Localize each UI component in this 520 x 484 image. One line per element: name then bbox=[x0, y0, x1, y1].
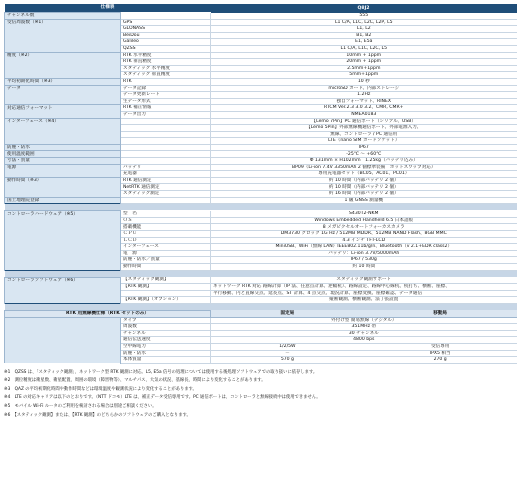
spec-category bbox=[5, 290, 121, 297]
spec-row bbox=[5, 98, 517, 105]
spec-value: ネットワーク RTK 対応 路線計算（IP 法、任意点計算、逆幅杭）、路線設定、路線中心線杭、杭打ち、横断、座標、 bbox=[211, 284, 517, 291]
spec-category bbox=[5, 357, 121, 364]
spec-row bbox=[5, 158, 517, 165]
spec-item: 空中線電力 bbox=[121, 343, 211, 350]
spec-item: ＯＳ bbox=[121, 217, 211, 224]
mobile-station-value: IPX5 相当 bbox=[429, 350, 451, 356]
spec-value: 5mm+1ppm bbox=[211, 72, 517, 79]
spec-value: 独自フォーマット、RINEX bbox=[211, 98, 517, 105]
spec-item: ＬＣＤ bbox=[121, 237, 211, 244]
spec-item bbox=[121, 118, 211, 125]
radio-section-title: RTK 用無線機仕様（RTK セットのみ） bbox=[5, 310, 211, 317]
spec-value: バッテリ：Li-ion 3.7V/5000mAh bbox=[211, 250, 517, 257]
spec-category bbox=[5, 65, 121, 72]
spec-item: 充電器 bbox=[121, 171, 211, 178]
spec-category bbox=[5, 244, 121, 251]
spec-category bbox=[5, 171, 121, 178]
spec-value: 1.2Hz bbox=[211, 92, 517, 99]
spec-value bbox=[211, 357, 517, 364]
spec-value: Φ 131mm × H102mm 1.25kg（バッテリ込み） bbox=[211, 158, 517, 165]
spec-item: RTK bbox=[121, 78, 211, 85]
spec-category bbox=[5, 59, 121, 66]
spec-row bbox=[5, 19, 517, 26]
spec-value: 10mm + 1ppm bbox=[211, 52, 517, 59]
footnote: ※5 モバイル Wi-Fi ルータのご利用を検討される場合は別途ご相談ください。 bbox=[4, 404, 157, 410]
spec-category bbox=[5, 138, 121, 145]
radio-columns bbox=[211, 310, 517, 317]
spec-category: データ bbox=[5, 85, 121, 92]
spec-row bbox=[5, 39, 517, 46]
spec-row bbox=[5, 217, 517, 224]
spec-item: RTK 垂直精度 bbox=[121, 59, 211, 66]
section-spacer bbox=[5, 270, 517, 277]
spec-category: 使用温度範囲 bbox=[5, 151, 121, 158]
spec-row bbox=[5, 111, 517, 118]
spec-category bbox=[5, 284, 121, 291]
spec-item bbox=[121, 13, 211, 20]
spec-value: IP67 bbox=[211, 144, 517, 151]
spec-row bbox=[5, 92, 517, 99]
spec-sheet bbox=[4, 4, 516, 420]
fixed-station-head: 固定局 bbox=[280, 310, 295, 316]
spec-row bbox=[5, 151, 517, 158]
spec-value: スタティック観測サポート bbox=[211, 277, 517, 284]
spec-item: 動作時間 bbox=[121, 263, 211, 270]
spec-row bbox=[5, 32, 517, 39]
spec-category bbox=[5, 217, 121, 224]
spec-value: MiniUSB、WiFi（無線 LAN）IEEE802.11b/g/n、Bluetooth（v 2.1+EDR class2） bbox=[211, 244, 517, 251]
spec-value: NMEA0183 bbox=[211, 111, 517, 118]
spec-row bbox=[5, 357, 517, 364]
spec-category: 精度（※2） bbox=[5, 52, 121, 59]
spec-category bbox=[5, 263, 121, 270]
spec-item: 電 源 bbox=[121, 250, 211, 257]
mobile-station-value: 270 g bbox=[433, 357, 447, 363]
spec-row bbox=[5, 324, 517, 331]
header-model: Q8J2 bbox=[211, 4, 517, 13]
spec-item bbox=[121, 125, 211, 132]
header-label: 仕様表 bbox=[5, 4, 211, 13]
spec-item: スタティック測定 bbox=[121, 191, 211, 198]
spec-item: スタティック 垂直精度 bbox=[121, 72, 211, 79]
footnote: ※1 QZSS は、「スタティック観測」、ネットワーク型 RTK 観測に対応。L5, E5a 信号の処理については使用する後処理ソフトウェアでの取り扱いに依存します。 bbox=[4, 369, 318, 375]
spec-row bbox=[5, 224, 517, 231]
spec-category bbox=[5, 297, 121, 304]
spec-value: 専用充電器セット（BC05、AC01、PC01） bbox=[211, 171, 517, 178]
spec-row bbox=[5, 350, 517, 357]
spec-category: 防塵・防水 bbox=[5, 144, 121, 151]
spec-item bbox=[121, 144, 211, 151]
spec-row bbox=[5, 237, 517, 244]
spec-item: QZSS bbox=[121, 45, 211, 52]
spec-item: バッテリ bbox=[121, 164, 211, 171]
spec-row bbox=[5, 171, 517, 178]
spec-category bbox=[5, 39, 121, 46]
spec-category: 電源 bbox=[5, 164, 121, 171]
spec-value: microSD カード、内部ストレージ bbox=[211, 85, 517, 92]
spec-category bbox=[5, 92, 121, 99]
spec-item: タイプ bbox=[121, 317, 211, 324]
spec-category bbox=[5, 72, 121, 79]
section-divider bbox=[5, 303, 517, 310]
spec-value: S430T2-NKM bbox=[211, 211, 517, 218]
spec-item: RTK 通信測定 bbox=[121, 177, 211, 184]
spec-row bbox=[5, 164, 517, 171]
spec-item bbox=[121, 151, 211, 158]
spec-value: L1 C/A, L1C, L2C, L2P, L5 bbox=[211, 19, 517, 26]
spec-value: 2.5mm+1ppm bbox=[211, 65, 517, 72]
spec-value: 8 メガピクセルオートフォーカスカメラ bbox=[211, 224, 517, 231]
spec-row bbox=[5, 257, 517, 264]
spec-category bbox=[5, 224, 121, 231]
spec-row bbox=[5, 13, 517, 20]
spec-category: 対応通信フォーマット bbox=[5, 105, 121, 112]
spec-item: データ出力 bbox=[121, 111, 211, 118]
spec-value: 30 チャンネル bbox=[211, 330, 517, 337]
spec-value: 約 16 時間（内部バッテリ 2 個） bbox=[211, 191, 517, 198]
spec-value: 【Lemo 5Pin】外部無線機通信ポート、外部電源入力、 bbox=[211, 125, 517, 132]
spec-value: 351MHz 帯 bbox=[211, 324, 517, 331]
spec-item: RTK 補正情報 bbox=[121, 105, 211, 112]
spec-value: 【Lemo 7Pin】PC 通信ポート（シリアル、USB） bbox=[211, 118, 517, 125]
spec-item: Galileo bbox=[121, 39, 211, 46]
spec-category bbox=[5, 26, 121, 33]
spec-category bbox=[5, 98, 121, 105]
spec-category: 国土地理院登録 bbox=[5, 197, 121, 204]
spec-value: DM3730 クロック 1G Hz / 512MB MDDR、512MB NAND Flash、8GB MMC bbox=[211, 231, 517, 238]
section-spacer bbox=[5, 204, 517, 211]
mobile-station-head: 移動局 bbox=[433, 310, 448, 316]
spec-value: IP67 / 530g bbox=[211, 257, 517, 264]
spec-row bbox=[5, 131, 517, 138]
spec-value: Windows Embedded Handheld 6.5 日本語版 bbox=[211, 217, 517, 224]
spec-row bbox=[5, 317, 517, 324]
spec-item: 【スタティック観測】 bbox=[121, 277, 211, 284]
spec-row bbox=[5, 138, 517, 145]
spec-item: RTK 水平精度 bbox=[121, 52, 211, 59]
spec-category bbox=[5, 131, 121, 138]
footnote: ※4 LTE の対応キャリアは以下のとおりです。（NTT ドコモ）LTE は、補正データ受信専用です。PC 通信ポートは、コントローラと無線接続中は使用できません。 bbox=[4, 395, 321, 401]
spec-category bbox=[5, 343, 121, 350]
footnotes bbox=[4, 369, 516, 421]
spec-row bbox=[5, 118, 517, 125]
spec-value: L1, L2 bbox=[211, 26, 517, 33]
spec-item: 周波数 bbox=[121, 324, 211, 331]
spec-category bbox=[5, 317, 121, 324]
spec-row bbox=[5, 284, 517, 291]
spec-value: 4800 bps bbox=[211, 337, 517, 344]
spec-row bbox=[5, 85, 517, 92]
footnote: ※3 QAZ の平均初期化時間や動作時間などは環境温度や観測状況により変化することがあります。 bbox=[4, 386, 197, 392]
spec-item bbox=[121, 290, 211, 297]
spec-category bbox=[5, 111, 121, 118]
spec-row bbox=[5, 78, 517, 85]
section-divider bbox=[5, 270, 517, 277]
spec-row bbox=[5, 337, 517, 344]
spec-category: 受信周波数（※1） bbox=[5, 19, 121, 26]
fixed-station-value: － bbox=[285, 350, 290, 356]
spec-item: ＣＰＵ bbox=[121, 231, 211, 238]
spec-row bbox=[5, 125, 517, 132]
spec-category bbox=[5, 237, 121, 244]
spec-category: コントローラソフトウェア（※6） bbox=[5, 277, 121, 284]
section-spacer bbox=[5, 303, 517, 310]
spec-row bbox=[5, 290, 517, 297]
spec-category bbox=[5, 231, 121, 238]
mobile-station-value: 受信専用 bbox=[430, 344, 450, 349]
spec-row bbox=[5, 330, 517, 337]
spec-row bbox=[5, 250, 517, 257]
spec-category bbox=[5, 125, 121, 132]
spec-category: 動作時間（※3） bbox=[5, 177, 121, 184]
spec-value: 無線、コントローラ / PC 通信用 bbox=[211, 131, 517, 138]
spec-value: 20mm + 1ppm bbox=[211, 59, 517, 66]
spec-category bbox=[5, 45, 121, 52]
spec-category bbox=[5, 250, 121, 257]
spec-item: チャンネル bbox=[121, 330, 211, 337]
spec-value: 555 bbox=[211, 13, 517, 20]
table-header-row bbox=[5, 4, 517, 13]
spec-row bbox=[5, 45, 517, 52]
spec-item: BeiDou bbox=[121, 32, 211, 39]
radio-column-heads bbox=[211, 311, 517, 316]
spec-row bbox=[5, 297, 517, 304]
footnote: ※6 【スタティック観測】または、【RTK 観測】のどちらかのソフトウェアのご購入となります。 bbox=[4, 412, 191, 418]
spec-value: 外付け型 簡易無線（デジタル） bbox=[211, 317, 517, 324]
spec-item: 【RTK 観測】（オプション） bbox=[121, 297, 211, 304]
spec-category: 寸法・質量 bbox=[5, 158, 121, 165]
spec-item: 防塵・防水／質量 bbox=[121, 257, 211, 264]
spec-item: 型 名 bbox=[121, 211, 211, 218]
spec-item bbox=[121, 138, 211, 145]
fixed-station-value: 1/2/5W bbox=[279, 344, 296, 349]
spec-row bbox=[5, 65, 517, 72]
spec-value: 縦断観測、横断観測、法丁張設置 bbox=[211, 297, 517, 304]
radio-split-values bbox=[211, 344, 517, 349]
spec-row bbox=[5, 191, 517, 198]
spec-value bbox=[211, 343, 517, 350]
radio-split-values bbox=[211, 357, 517, 362]
spec-value bbox=[211, 350, 517, 357]
section-divider bbox=[5, 204, 517, 211]
spec-value: RTCM Ver.2.3 3.0 3.2、CMR, CMR+ bbox=[211, 105, 517, 112]
spec-value: B1, B2 bbox=[211, 32, 517, 39]
spec-item: NetRTK 通信測定 bbox=[121, 184, 211, 191]
spec-value: BP09（Li-ion 7.4V 3350mAh 2 個標準装備 ホットスワップ対応） bbox=[211, 164, 517, 171]
spec-category bbox=[5, 257, 121, 264]
spec-item bbox=[121, 158, 211, 165]
spec-table bbox=[4, 4, 517, 364]
spec-value: 約 10 時間 bbox=[211, 263, 517, 270]
spec-value: 1 級 GNSS 測量機 bbox=[211, 197, 517, 204]
spec-row bbox=[5, 105, 517, 112]
spec-item: スタティック 水平精度 bbox=[121, 65, 211, 72]
radio-split-values bbox=[211, 351, 517, 356]
radio-header-row bbox=[5, 310, 517, 317]
spec-value: 約 10 時間（内部バッテリ 2 個） bbox=[211, 177, 517, 184]
spec-value: 平行移動、円と直線交点、延長点、ST 計算、4 点交点、現況計算、座標変換、座標確認、データ通信 bbox=[211, 290, 517, 297]
spec-value: 10 秒 bbox=[211, 78, 517, 85]
spec-category: コントローラハードウェア（※5） bbox=[5, 211, 121, 218]
spec-value: 約 10 時間（内部バッテリ 2 個） bbox=[211, 184, 517, 191]
spec-item: 通信伝送速度 bbox=[121, 337, 211, 344]
footnote: ※2 測位精度は衛星数、衛星配置、周囲の環境（障害物等）、マルチパス、大気の状況、基線長、時間により変化することがあります。 bbox=[4, 378, 266, 384]
spec-row bbox=[5, 72, 517, 79]
spec-row bbox=[5, 177, 517, 184]
spec-category: インターフェース（※4） bbox=[5, 118, 121, 125]
spec-row bbox=[5, 197, 517, 204]
spec-item: インターフェース bbox=[121, 244, 211, 251]
fixed-station-value: 570 g bbox=[280, 357, 294, 363]
spec-value: 4.3 インチ TFT-LCD bbox=[211, 237, 517, 244]
spec-row bbox=[5, 52, 517, 59]
spec-item: データ更新レート bbox=[121, 92, 211, 99]
spec-item: 本体質量 bbox=[121, 357, 211, 364]
spec-item bbox=[121, 131, 211, 138]
spec-item: 生データ形式 bbox=[121, 98, 211, 105]
spec-category bbox=[5, 191, 121, 198]
spec-value: L1 C/A, L1C, L2C, L5 bbox=[211, 45, 517, 52]
spec-category bbox=[5, 324, 121, 331]
spec-row bbox=[5, 244, 517, 251]
spec-category bbox=[5, 184, 121, 191]
spec-row bbox=[5, 59, 517, 66]
spec-item: 防塵・防水 bbox=[121, 350, 211, 357]
spec-item bbox=[121, 197, 211, 204]
spec-value: LTE（nano SIM カードソケット） bbox=[211, 138, 517, 145]
spec-row bbox=[5, 231, 517, 238]
spec-row bbox=[5, 263, 517, 270]
spec-row bbox=[5, 144, 517, 151]
spec-category bbox=[5, 32, 121, 39]
spec-item: GLONASS bbox=[121, 26, 211, 33]
spec-item: データ記録 bbox=[121, 85, 211, 92]
spec-item: GPS bbox=[121, 19, 211, 26]
spec-category bbox=[5, 350, 121, 357]
spec-row bbox=[5, 343, 517, 350]
spec-row bbox=[5, 211, 517, 218]
spec-row bbox=[5, 26, 517, 33]
spec-value: E1, E5a bbox=[211, 39, 517, 46]
spec-category bbox=[5, 330, 121, 337]
spec-category bbox=[5, 337, 121, 344]
spec-item: 【RTK 観測】 bbox=[121, 284, 211, 291]
spec-item: 搭載機能 bbox=[121, 224, 211, 231]
spec-category: チャンネル数 bbox=[5, 13, 121, 20]
spec-row bbox=[5, 277, 517, 284]
spec-category: 平均初期化時間（※3） bbox=[5, 78, 121, 85]
spec-value: -25℃ ～ +60℃ bbox=[211, 151, 517, 158]
spec-row bbox=[5, 184, 517, 191]
